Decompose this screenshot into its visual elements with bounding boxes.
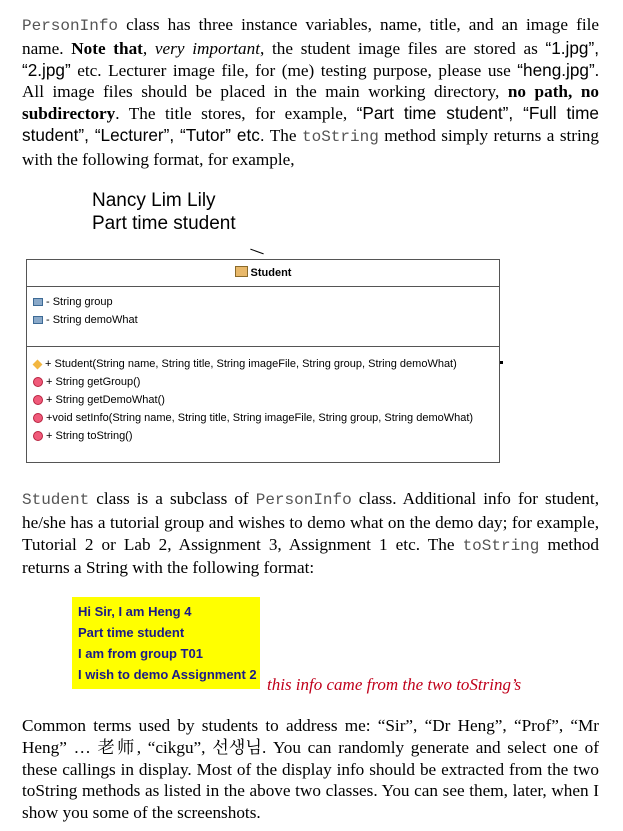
uml-attribute: - String demoWhat [33, 311, 495, 329]
method-icon [33, 395, 43, 405]
uml-method: + String toString() [33, 427, 495, 445]
code-tostring: toString [462, 536, 540, 555]
tostring-example: Nancy Lim Lily Part time student [92, 190, 236, 234]
uml-class-diagram [26, 259, 500, 463]
method-icon [33, 377, 43, 387]
code-student: Student [22, 491, 90, 509]
diagram-connector-mark [500, 361, 503, 364]
closing-paragraph: Common terms used by students to address me: “Sir”, “Dr Heng”, “Prof”, “Mr Heng” … 老师, “cikgu”, 선생님. You can randomly generate and select one of these callings in display. Most of the display info should be extracted from the two toString methods as listed in the above two classes. You can see them, later, when I show you some of the screenshots. [22, 716, 599, 823]
diagram-connector [250, 249, 263, 255]
field-icon [33, 298, 43, 306]
uml-methods [27, 347, 499, 445]
code-tostring: toString [301, 127, 379, 146]
uml-attributes [27, 287, 499, 347]
uml-method: + String getGroup() [33, 373, 495, 391]
method-icon [33, 431, 43, 441]
class-icon [235, 266, 248, 277]
constructor-icon [33, 359, 43, 369]
uml-method: +void setInfo(String name, String title, String imageFile, String group, String demoWhat) [33, 409, 495, 427]
annotation-note: this info came from the two toString’s [267, 675, 522, 694]
uml-constructor: + Student(String name, String title, String imageFile, String group, String demoWhat) [33, 355, 495, 373]
uml-attribute: - String group [33, 293, 495, 311]
field-icon [33, 316, 43, 324]
intro-paragraph: PersonInfo class has three instance variables, name, title, and an image file name. Note that, very important, the student image files are stored as “1.jpg”, “2.jpg” etc. Lecturer image file, for (me) testing purpose, please use “heng.jpg”. All image files should be placed in the main working directory, no path, no subdirectory. The title stores, for example, “Part time student”, “Full time student”, “Lecturer”, “Tutor” etc. The toString method simply returns a string with the following format, for example, [22, 15, 600, 169]
uml-method: + String getDemoWhat() [33, 391, 495, 409]
tostring-output-box: Hi Sir, I am Heng 4 Part time student I am from group T01 I wish to demo Assignment 2 [72, 597, 260, 689]
code-personinfo: PersonInfo [255, 491, 352, 509]
code-personinfo: PersonInfo [22, 17, 119, 35]
method-icon [33, 413, 43, 423]
student-paragraph: Student class is a subclass of PersonInfo class. Additional info for student, he/she has a tutorial group and wishes to demo what on the demo day; for example, Tutorial 2 or Lab 2, Assignment 3, Assignment 1 etc. The toString method returns a String with the following format: [22, 489, 600, 578]
uml-class-header: Student [27, 260, 499, 287]
